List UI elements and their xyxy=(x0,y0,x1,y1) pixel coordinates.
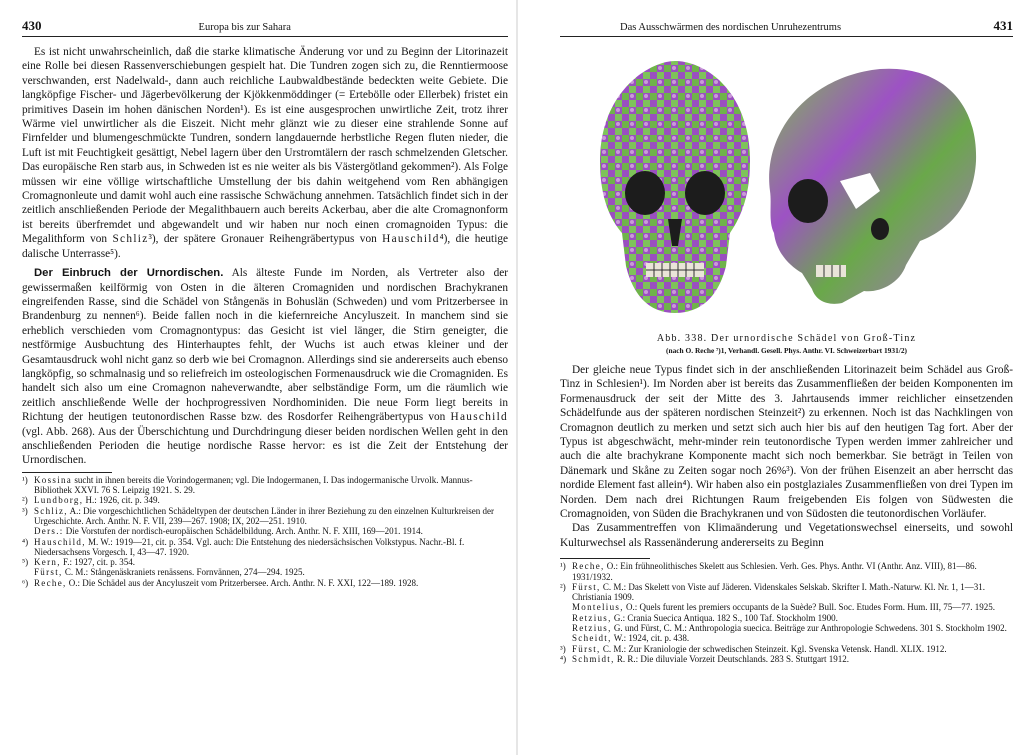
right-page xyxy=(518,0,1033,755)
author-name-hauschild: Hauschild xyxy=(382,233,440,246)
footnote-author: Kern, xyxy=(34,557,61,568)
footnote-mark: ¹) xyxy=(560,561,566,572)
footnote-item xyxy=(22,495,508,505)
footnote-author: Reche, xyxy=(572,561,605,572)
footnote-author: Reche, xyxy=(34,577,67,588)
footnote-item xyxy=(560,633,1013,643)
footnote-text: sucht in ihnen bereits die Vorindogermanen; vgl. Die Indogermanen, I. Das indogermanische Urvolk. Mannus-Bibliothek XXVI. 76 S. Leipzig 1921. S. 29. xyxy=(34,474,473,496)
footnote-item xyxy=(22,567,508,577)
right-paragraph-1: Der gleiche neue Typus findet sich in der anschließenden Litorinazeit beim Schädel aus Groß-Tinz in Schlesien¹). Im Norden aber ist bereits das Zusammenfließen der beiden Komponenten im Formenausdruck der seit der Mitte des 3. Jahrtausends immer reichlicher einsetzenden Schädelfunde aus der späteren nordischen Steinzeit²) zu erkennen. Noch ist das Nachklingen von Cromagnon deutlich zu merken und setzt sich auch hier bis auf den heutigen Tag fort. Aber der Typus ist abgeschwächt, mehr-minder rein teutonordische Typen werden immer zahlreicher und auch die alte brachykrane Komponente macht sich noch bemerkbar. Sie beträgt in Teilen von Dänemark und Skåne zu Zeiten sogar noch 26%³). Von der frühen Eisenzeit an aber herrscht das nordide Element fast allein⁴). Wir haben also ein postglaziales Zusammenfließen von drei Typen im Norden. Dem nach drei Richtungen Raum freigebenden Eis folgen von Südwesten die Cromagnoiden, von Süden die Brachykranen und von Südosten die teutonordischen Vorläufer. xyxy=(560,364,1013,521)
footnote-text: W.: 1924, cit. p. 438. xyxy=(611,633,690,644)
lateral-skull xyxy=(769,69,976,304)
footnote-item xyxy=(560,561,1013,582)
footnote-mark: ²) xyxy=(560,581,566,592)
right-running-header xyxy=(560,18,1013,37)
right-running-title: Das Ausschwärmen des nordischen Unruhezentrums xyxy=(620,22,842,33)
footnote-item xyxy=(22,557,508,567)
footnote-author: Ders.: xyxy=(34,526,64,537)
footnote-text: C. M.: Das Skelett von Viste auf Jäderen. Videnskales Selskab. Skrifter I. Math.-Naturw. Kl. Nr. 1, 1—31. Christiania 1909. xyxy=(572,581,986,603)
footnote-author: Fürst, xyxy=(572,643,601,654)
author-name-schliz: Schliz xyxy=(112,233,149,246)
footnote-text: G.: Crania Suecica Antiqua. 182 S., 100 Taf. Stockholm 1900. xyxy=(611,612,838,623)
footnote-text: Die Vorstufen der nordisch-europäischen Schädelbildung. Arch. Anthr. N. F. XIII, 169—201. 1914. xyxy=(63,526,423,537)
author-name-hauschild-2: Hauschild xyxy=(450,411,509,424)
footnote-text: C. M.: Zur Kraniologie der schwedischen Steinzeit. Kgl. Svenska Vetensk. Handl. XLIX. 1912. xyxy=(600,643,947,654)
left-footnotes xyxy=(22,475,508,588)
skull-illustration xyxy=(580,51,1000,321)
right-footnotes xyxy=(560,561,1013,664)
right-page-number: 431 xyxy=(993,18,1013,33)
section-heading: Der Einbruch der Urnordischen. xyxy=(34,267,224,280)
frontal-skull xyxy=(600,61,750,313)
footnote-rule-right xyxy=(560,558,650,559)
left-paragraph-1: Es ist nicht unwahrscheinlich, daß die starke klimatische Änderung vor und zu Beginn der Litorinazeit eine Rolle bei diesen Rassenverschiebungen gespielt hat. Die Tundren zogen sich zu, die Renntiermoose verschwanden, erst Nadelwald-, dann auch reichliche Laubwaldbestände bedeckten weite Gebiete. Die langköpfige Fischer- und Jägerbevölkerung der Kjökkenmöddinger (= Ertebölle oder Ellerbek) fristet ein primitives Dasein im hohen dänischen Norden¹). Es ist eine ausgesprochen unwirtliche Zeit, trotz ihrer Wärme viel unwirtlicher als die Eiszeit. Nicht mehr glänzt wie zu dieser eine strahlende Sonne auf Firnfelder und blumengeschmückte Tundren, sondern langdauernde herbstliche Regen fluten nieder, die Luft ist mit Feuchtigkeit gesättigt, Nebel lagern über den Urstromtälern der rasch schmelzenden Gletscher. Das europäische Ren starb aus, in Schweden ist es nie weiter als bis Västergötland gekommen²). Als Folge müssen wir eine völlige wirtschaftliche Umstellung der bis dahin weitgehend vom Ren abhängigen Cromagnonleute und damit wohl auch eine rassische Schwächung annehmen. Tatsächlich findet sich in der zeitlich anschließenden Periode der Megalithbauern auch bereits Ackerbau, aber die alte Cromagnonform ist bereits überfremdet und abgewandelt und wir haben nur noch einen cromagnoiden Typus: die Megalithform von Schliz³), der spätere Gronauer Reihengräbertypus von Hauschild⁴), die heutige dalische Unterrasse⁵). xyxy=(22,46,509,260)
footnote-text: G. und Fürst, C. M.: Anthropologia suecica. Beiträge zur Anthropologie Schwedens. 301 S. Stockholm 1902. xyxy=(611,623,1007,634)
footnote-author: Scheidt, xyxy=(572,633,612,644)
footnote-author: Schliz, xyxy=(34,505,68,516)
footnote-author: Schmidt, xyxy=(572,653,615,664)
footnote-item xyxy=(560,602,1013,612)
left-paragraph-2: Der Einbruch der Urnordischen. Als älteste Funde im Norden, als Vertreter also der gewissermaßen keilförmig von Osten in die älteren Cromagniden und nordischen Brachykranen eingreifenden Rasse, sind die Schädel von Stångenäs in Bohuslän (Schweden) und vom Pritzerbersee in Brandenburg zu nennen⁶). Beide fallen noch in die kiefernreiche Ancyluszeit. In manchem sind sie erheblich verschieden vom Cromagnontypus: das Gesicht ist viel länger, die Stirn geneigter, die nestförmige Ausbuchtung des Hinterhauptes fehlt, der Wuchs ist auch etwas kleiner und der Gesamtausdruck wohl nicht ganz so derb wie bei Cromagnon. Allerdings sind sie andererseits auch ebenso langköpfig, so schmalnasig und so reliefreich im osteologischen Formenausdruck wie die Cromagniden. Es handelt sich also um eine Cromagnon naheverwandte, aber selbständige Form, um die räumlich wie zeitlich anschließende Welle der hochprogressiven Nordhominiden. Die neue Form liegt bereits in Richtung der heutigen teutonordischen Rasse bzw. des Rosdorfer Reihengräbertypus von Hauschild (vgl. Abb. 268). Aus der Überschichtung und Durchdringung dieser beiden nordischen Wellen geht in den anschließenden Perioden die heutige nordische Rasse hervor: es ist die Zeit der Entstehung der Urnordischen. xyxy=(22,267,509,467)
footnote-mark: ⁴) xyxy=(22,536,29,547)
right-paragraph-2: Das Zusammentreffen von Klimaänderung und Vegetationswechsel einerseits, und sowohl Kulturwechsel als Rassenänderung andererseits zu Beginn xyxy=(560,522,1013,549)
footnote-mark: ⁴) xyxy=(560,653,567,664)
footnote-item xyxy=(22,475,508,496)
footnote-author: Retzius, xyxy=(572,623,612,634)
footnote-author: Kossina xyxy=(34,474,73,485)
footnote-item xyxy=(560,654,1013,664)
footnote-text: O.: Ein frühneolithisches Skelett aus Schlesien. Verh. Ges. Phys. Anthr. VI (Anthr. Anz. VIII), 81—86. 1931/1932. xyxy=(572,561,977,582)
footnote-item xyxy=(560,582,1013,603)
footnote-mark: ¹) xyxy=(22,474,28,485)
footnote-item xyxy=(560,644,1013,654)
footnote-mark: ⁶) xyxy=(22,577,29,588)
footnote-item xyxy=(560,623,1013,633)
left-page-number: 430 xyxy=(22,18,42,33)
footnote-text: A.: Die vorgeschichtlichen Schädeltypen der deutschen Länder in ihrer Beziehung zu den einzelnen Kulturkreisen der Urgeschichte. Arch. Anthr. N. F. VII, 239—267. 1908; IX, 202—251. 1910. xyxy=(34,505,495,526)
footnote-item xyxy=(22,537,508,558)
left-running-header xyxy=(22,18,508,37)
footnote-author: Retzius, xyxy=(572,612,612,623)
footnote-mark: ⁵) xyxy=(22,557,29,568)
footnote-author: Fürst, xyxy=(34,567,63,578)
footnote-item xyxy=(560,613,1013,623)
skull-figure xyxy=(560,51,1013,355)
footnote-text: O.: Die Schädel aus der Ancyluszeit vom Pritzerbersee. Arch. Anthr. N. F. XXI, 122—189. 1928. xyxy=(66,577,419,588)
footnote-text: C. M.: Stångenäskraniets renässens. Fornvännen, 274—294. 1925. xyxy=(62,567,305,578)
footnote-author: Lundborg, xyxy=(34,495,84,506)
footnote-text: O.: Quels furent les premiers occupants de la Suède? Bull. Soc. Etudes Form. Hum. III, 75—77. 1925. xyxy=(623,602,995,613)
footnote-mark: ²) xyxy=(22,495,28,506)
footnote-item xyxy=(22,578,508,588)
footnote-rule xyxy=(22,472,112,473)
figure-subcaption: (nach O. Reche ⁷)1, Verhandl. Gesell. Phys. Anthr. VI. Schweizerbart 1931/2) xyxy=(666,346,907,355)
footnote-mark: ³) xyxy=(22,505,28,516)
footnote-text: F.: 1927, cit. p. 354. xyxy=(60,557,136,568)
footnote-author: Montelius, xyxy=(572,602,624,613)
left-page xyxy=(0,0,516,755)
left-body-text xyxy=(22,45,508,468)
figure-caption: Abb. 338. Der urnordische Schädel von Groß-Tinz xyxy=(656,333,917,344)
footnote-item xyxy=(22,526,508,536)
footnote-item xyxy=(22,506,508,527)
footnote-text: M. W.: 1919—21, cit. p. 354. Vgl. auch: Die Entstehung des niedersächsischen Volkstypus. Nachr.-Bl. f. Niedersachsens Vorgesch. I, 43—47. 1920. xyxy=(34,536,465,557)
left-running-title: Europa bis zur Sahara xyxy=(198,22,291,33)
footnote-mark: ³) xyxy=(560,643,566,654)
footnote-author: Fürst, xyxy=(572,581,601,592)
footnote-text: H.: 1926, cit. p. 349. xyxy=(83,495,160,506)
footnote-text: R. R.: Die diluviale Vorzeit Deutschlands. 283 S. Stuttgart 1912. xyxy=(614,653,850,664)
right-body-text xyxy=(560,363,1013,550)
footnote-author: Hauschild, xyxy=(34,536,86,547)
